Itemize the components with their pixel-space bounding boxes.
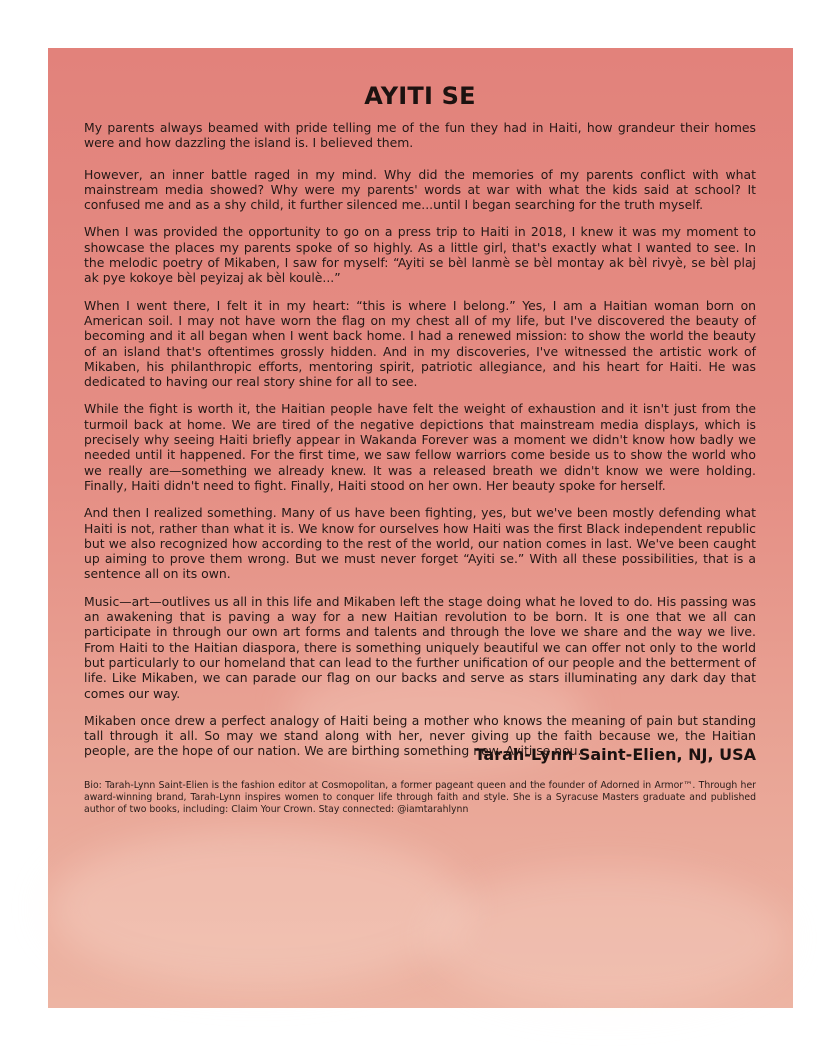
paragraph-7: Music—art—outlives us all in this life and Mikaben left the stage doing what he loved to do. His passing was an awakening that is paving a way for a new Haitian revolution to be born. It is one that we all can participate in through our own art forms and talents and through the love we share and the way we live. From Haiti to the Haitian diaspora, there is something uniquely beautiful we can offer not only to the world but particularly to our homeland that can lead to the further unification of our people and the betterment of life. Like Mikaben, we can parade our flag on our backs and serve as stars illuminating any dark day that comes our way. [84, 593, 756, 701]
paragraph-8: Mikaben once drew a perfect analogy of Haiti being a mother who knows the meaning of pain but standing tall through it all. So may we stand along with her, never giving up the faith because we, the Haitian people, are the hope of our nation. We are birthing something new. Ayiti se nou. [84, 712, 756, 759]
author-bio: Bio: Tarah-Lynn Saint-Elien is the fashion editor at Cosmopolitan, a former pageant queen and the founder of Adorned in Armor™. Through her award-winning brand, Tarah-Lynn inspires women to conquer life through faith and style. She is a Syracuse Masters graduate and published author of two books, including: Claim Your Crown. Stay connected: @iamtarahlynn [84, 779, 756, 815]
article-panel [48, 48, 793, 1008]
paragraph-6: And then I realized something. Many of us have been fighting, yes, but we've been mostly defending what Haiti is not, rather than what it is. We know for ourselves how Haiti was the first Black independent republic but we also recognized how according to the rest of the world, our nation comes in last. We've been caught up aiming to prove them wrong. But we must never forget “Ayiti se.” With all these possibilities, that is a sentence all on its own. [84, 505, 756, 582]
background-cloud [48, 828, 468, 988]
author-signature: Tarah-Lynn Saint-Elien, NJ, USA [474, 744, 756, 764]
background-cloud [428, 868, 788, 1008]
article-title: AYITI SE [364, 82, 476, 110]
paragraph-2: However, an inner battle raged in my mind. Why did the memories of my parents conflict with what mainstream media showed? Why were my parents' words at war with what the kids said at school? It confused me and as a shy child, it further silenced me...until I began searching for the truth myself. [84, 166, 756, 213]
paragraph-4: When I went there, I felt it in my heart: “this is where I belong.” Yes, I am a Haitian woman born on American soil. I may not have worn the flag on my chest all of my life, but I've discovered the beauty of becoming and it all began when I went back home. I had a renewed mission: to show the world the beauty of an island that's oftentimes grossly hidden. And in my discoveries, I've witnessed the artistic work of Mikaben, his philanthropic efforts, mentoring spirit, patriotic allegiance, and his heart for Haiti. He was dedicated to having our real story shine for all to see. [84, 297, 756, 390]
paragraph-3: When I was provided the opportunity to go on a press trip to Haiti in 2018, I knew it was my moment to showcase the places my parents spoke of so highly. As a little girl, that's exactly what I wanted to see. In the melodic poetry of Mikaben, I saw for myself: “Ayiti se bèl lanmè se bèl montay ak bèl rivyè, se bèl plaj ak pye kokoye bèl peyizaj ak bèl koulè...” [84, 224, 756, 286]
paragraph-5: While the fight is worth it, the Haitian people have felt the weight of exhaustion and it isn't just from the turmoil back at home. We are tired of the negative depictions that mainstream media displays, which is precisely why seeing Haiti briefly appear in Wakanda Forever was a moment we didn't know how badly we needed until it happened. For the first time, we saw fellow warriors come beside us to show the world who we really are—something we already knew. It was a released breath we didn't know we were holding. Finally, Haiti didn't need to fight. Finally, Haiti stood on her own. Her beauty spoke for herself. [84, 401, 756, 493]
paragraph-1: My parents always beamed with pride telling me of the fun they had in Haiti, how grandeur their homes were and how dazzling the island is. I believed them. [84, 120, 756, 151]
